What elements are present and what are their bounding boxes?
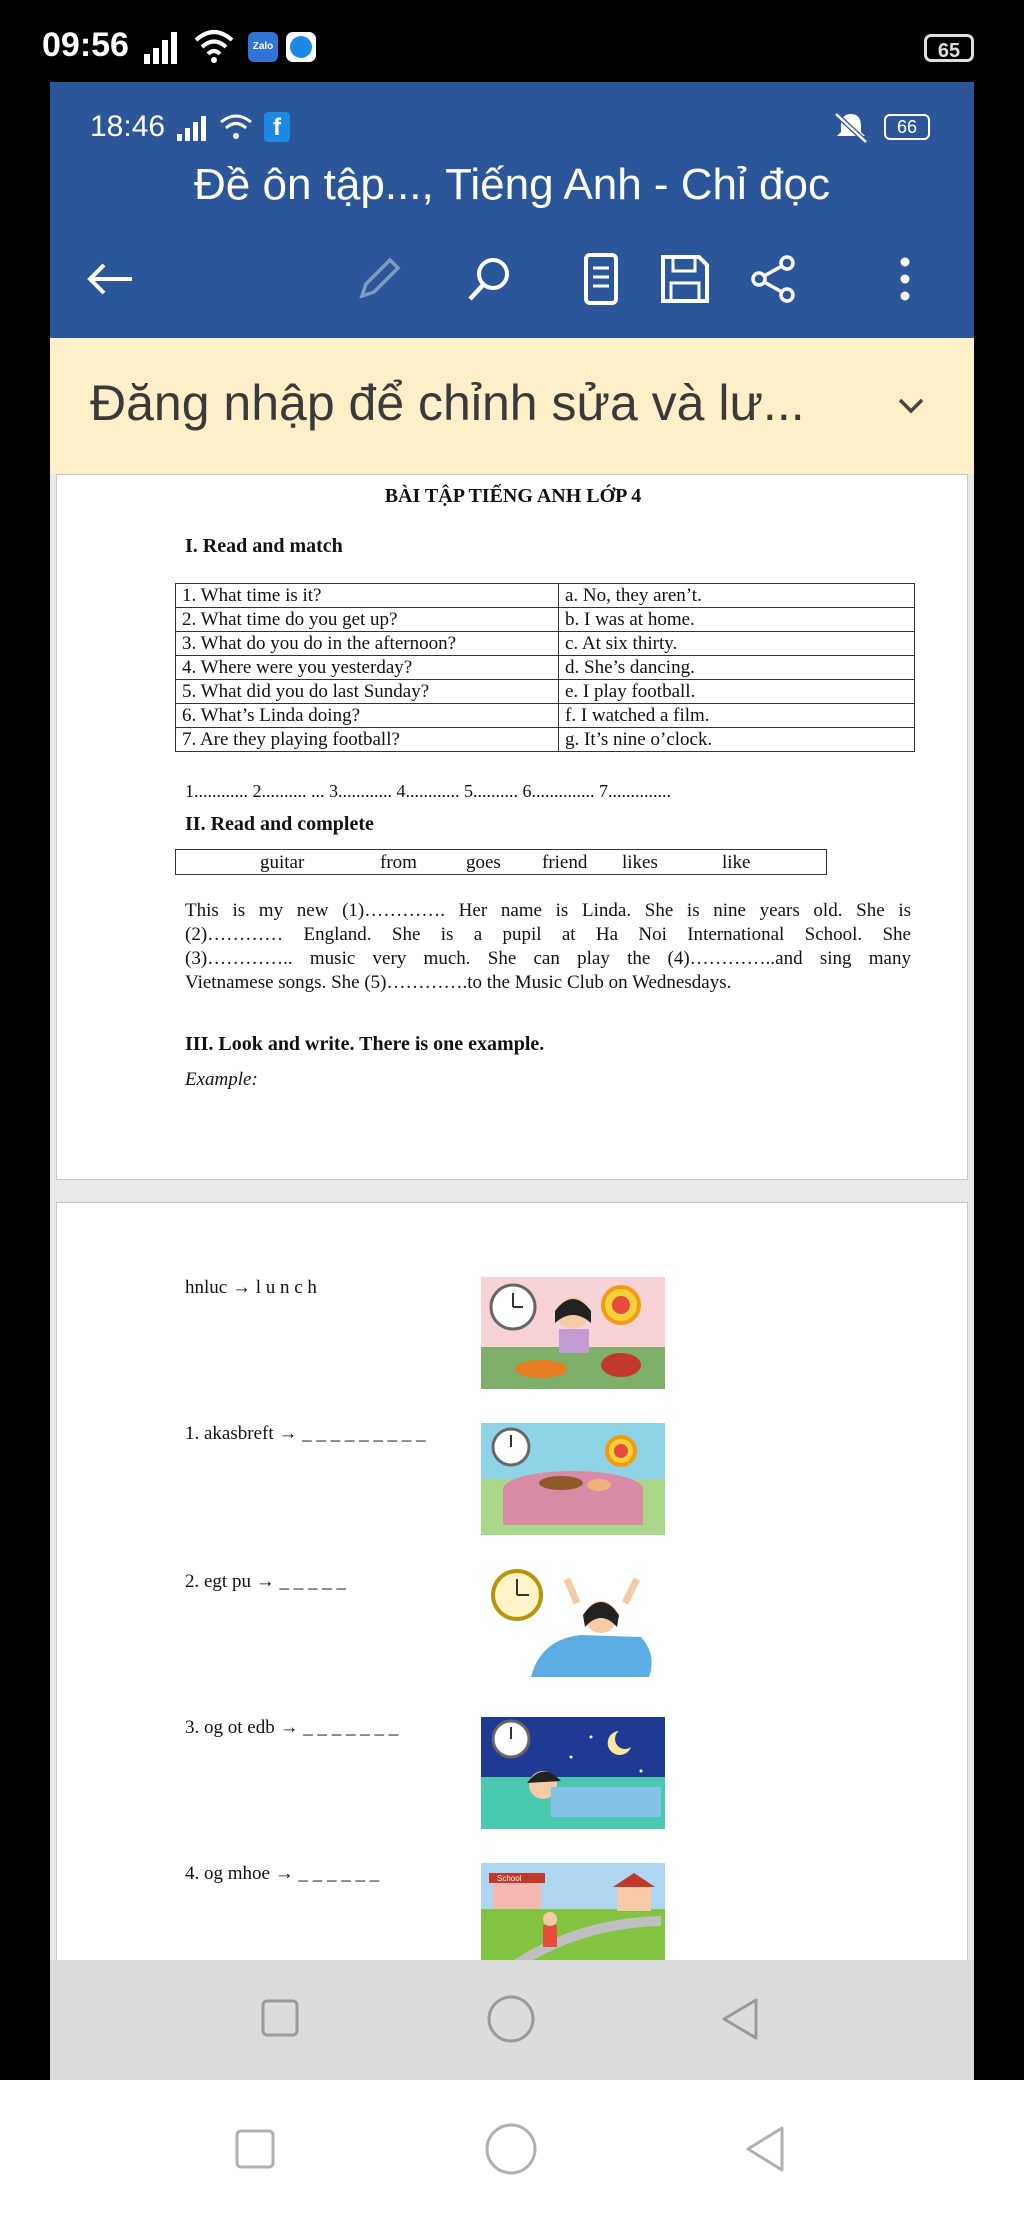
exercise-item-3: [185, 1717, 398, 1739]
banner-text: Đăng nhập để chỉnh sửa và lư...: [90, 375, 805, 431]
more-icon: [895, 254, 915, 304]
go-to-bed-picture: [481, 1717, 665, 1829]
back-button[interactable]: [80, 250, 138, 308]
match-row: [176, 584, 915, 608]
arrow-icon: →: [274, 1863, 294, 1884]
back-icon: [84, 259, 134, 299]
match-answer: c. At six thirty.: [559, 632, 915, 656]
match-row: [176, 680, 915, 704]
exercise-item-2: [185, 1571, 346, 1593]
arrow-icon: →: [279, 1717, 299, 1738]
paragraph-line-3: (3)………….. music very much. She can play the (4)…………..and sing many: [185, 948, 911, 969]
left-frame: [0, 82, 50, 2080]
match-row: [176, 728, 915, 752]
match-answer: a. No, they aren’t.: [559, 584, 915, 608]
edit-icon: [354, 254, 404, 304]
outer-status-bar: [0, 0, 1024, 82]
recent-apps-button[interactable]: [234, 2128, 276, 2170]
lunch-picture: [481, 1277, 665, 1389]
recent-apps-button[interactable]: [260, 1998, 300, 2038]
word-like: like: [722, 852, 751, 873]
answers-line: 1............ 2.......... ... 3............ 4............ 5.......... 6.............. 7..............: [185, 781, 671, 801]
match-question: 2. What time do you get up?: [176, 608, 559, 632]
item-answer: _ _ _ _ _: [279, 1571, 346, 1592]
doc-title: BÀI TẬP TIẾNG ANH LỚP 4: [384, 485, 642, 507]
document-page-2: [56, 1202, 968, 1962]
facebook-icon: f: [264, 112, 290, 142]
match-question: 5. What did you do last Sunday?: [176, 680, 559, 704]
search-button[interactable]: [460, 250, 518, 308]
inner-battery: 66: [884, 114, 930, 140]
exercise-item-example: [185, 1277, 317, 1299]
match-answer: b. I was at home.: [559, 608, 915, 632]
section-1-heading: I. Read and match: [185, 535, 343, 557]
match-answer: d. She’s dancing.: [559, 656, 915, 680]
wifi-icon: [218, 112, 254, 142]
inner-clock: 18:46: [90, 110, 166, 143]
breakfast-picture: [481, 1423, 665, 1535]
match-question: 3. What do you do in the afternoon?: [176, 632, 559, 656]
outer-nav-bar: [0, 2080, 1024, 2217]
item-answer: _ _ _ _ _ _ _ _ _: [302, 1423, 426, 1444]
arrow-icon: →: [255, 1571, 275, 1592]
more-button[interactable]: [876, 250, 934, 308]
example-label: Example:: [185, 1069, 258, 1090]
wifi-icon: [192, 28, 236, 64]
outer-clock: 09:56: [42, 26, 129, 64]
word-friend: friend: [542, 852, 588, 873]
match-row: [176, 656, 915, 680]
item-word: 2. egt pu: [185, 1571, 251, 1592]
messenger-icon: [286, 32, 316, 62]
save-icon: [659, 253, 711, 305]
match-answer: g. It’s nine o’clock.: [559, 728, 915, 752]
reading-mode-icon: [581, 252, 621, 306]
match-answer: f. I watched a film.: [559, 704, 915, 728]
paragraph-line-4: Vietnamese songs. She (5)………….to the Music Club on Wednesdays.: [185, 972, 732, 993]
mute-icon: [832, 110, 870, 144]
match-question: 7. Are they playing football?: [176, 728, 559, 752]
home-button[interactable]: [484, 2122, 538, 2176]
word-goes: goes: [466, 852, 501, 873]
inner-nav-bar: [50, 1960, 974, 2080]
word-likes: likes: [622, 852, 658, 873]
paragraph-line-1: This is my new (1)…………. Her name is Linda. She is nine years old. She is: [185, 900, 911, 921]
school-sign-text: School: [497, 1874, 522, 1883]
back-nav-button[interactable]: [718, 1996, 762, 2042]
item-word: hnluc: [185, 1277, 228, 1298]
match-question: 6. What’s Linda doing?: [176, 704, 559, 728]
item-word: 3. og ot edb: [185, 1717, 275, 1738]
back-nav-button[interactable]: [742, 2124, 788, 2174]
document-title: Đề ôn tập..., Tiếng Anh - Chỉ đọc: [194, 160, 830, 209]
document-page-1: [56, 474, 968, 1180]
match-row: [176, 608, 915, 632]
match-row: [176, 632, 915, 656]
exercise-item-1: [185, 1423, 426, 1445]
paragraph-line-2: (2)………… England. She is a pupil at Ha Noi International School. She: [185, 924, 911, 945]
get-up-picture: [481, 1565, 665, 1677]
share-button[interactable]: [744, 250, 802, 308]
app-header: [50, 82, 974, 338]
go-home-picture: [481, 1863, 665, 1962]
reading-mode-button[interactable]: [572, 250, 630, 308]
item-word: 1. akasbreft: [185, 1423, 274, 1444]
arrow-icon: →: [231, 1277, 251, 1298]
signal-icon: [176, 114, 212, 142]
reading-paragraph: [185, 899, 911, 995]
save-button[interactable]: [656, 250, 714, 308]
section-3-heading: III. Look and write. There is one example.: [185, 1033, 545, 1055]
right-frame: [974, 82, 1024, 2080]
battery-indicator: 65: [924, 34, 974, 62]
home-button[interactable]: [486, 1994, 536, 2044]
chevron-down-icon[interactable]: [886, 380, 936, 430]
section-2-heading: II. Read and complete: [185, 813, 374, 835]
word-from: from: [380, 852, 417, 873]
item-answer: l u n c h: [255, 1277, 317, 1298]
zalo-icon: Zalo: [248, 32, 278, 62]
arrow-icon: →: [278, 1423, 298, 1444]
match-table: [175, 583, 915, 752]
share-icon: [747, 253, 799, 305]
sign-in-banner[interactable]: [50, 338, 974, 474]
signal-icon: [142, 30, 182, 66]
item-answer: _ _ _ _ _ _ _: [303, 1717, 399, 1738]
match-question: 1. What time is it?: [176, 584, 559, 608]
item-answer: _ _ _ _ _ _: [298, 1863, 380, 1884]
exercise-item-4: [185, 1863, 379, 1885]
match-row: [176, 704, 915, 728]
search-icon: [464, 254, 514, 304]
match-question: 4. Where were you yesterday?: [176, 656, 559, 680]
item-word: 4. og mhoe: [185, 1863, 270, 1884]
word-box: [175, 849, 827, 875]
match-answer: e. I play football.: [559, 680, 915, 704]
word-guitar: guitar: [260, 852, 305, 873]
edit-button[interactable]: [350, 250, 408, 308]
